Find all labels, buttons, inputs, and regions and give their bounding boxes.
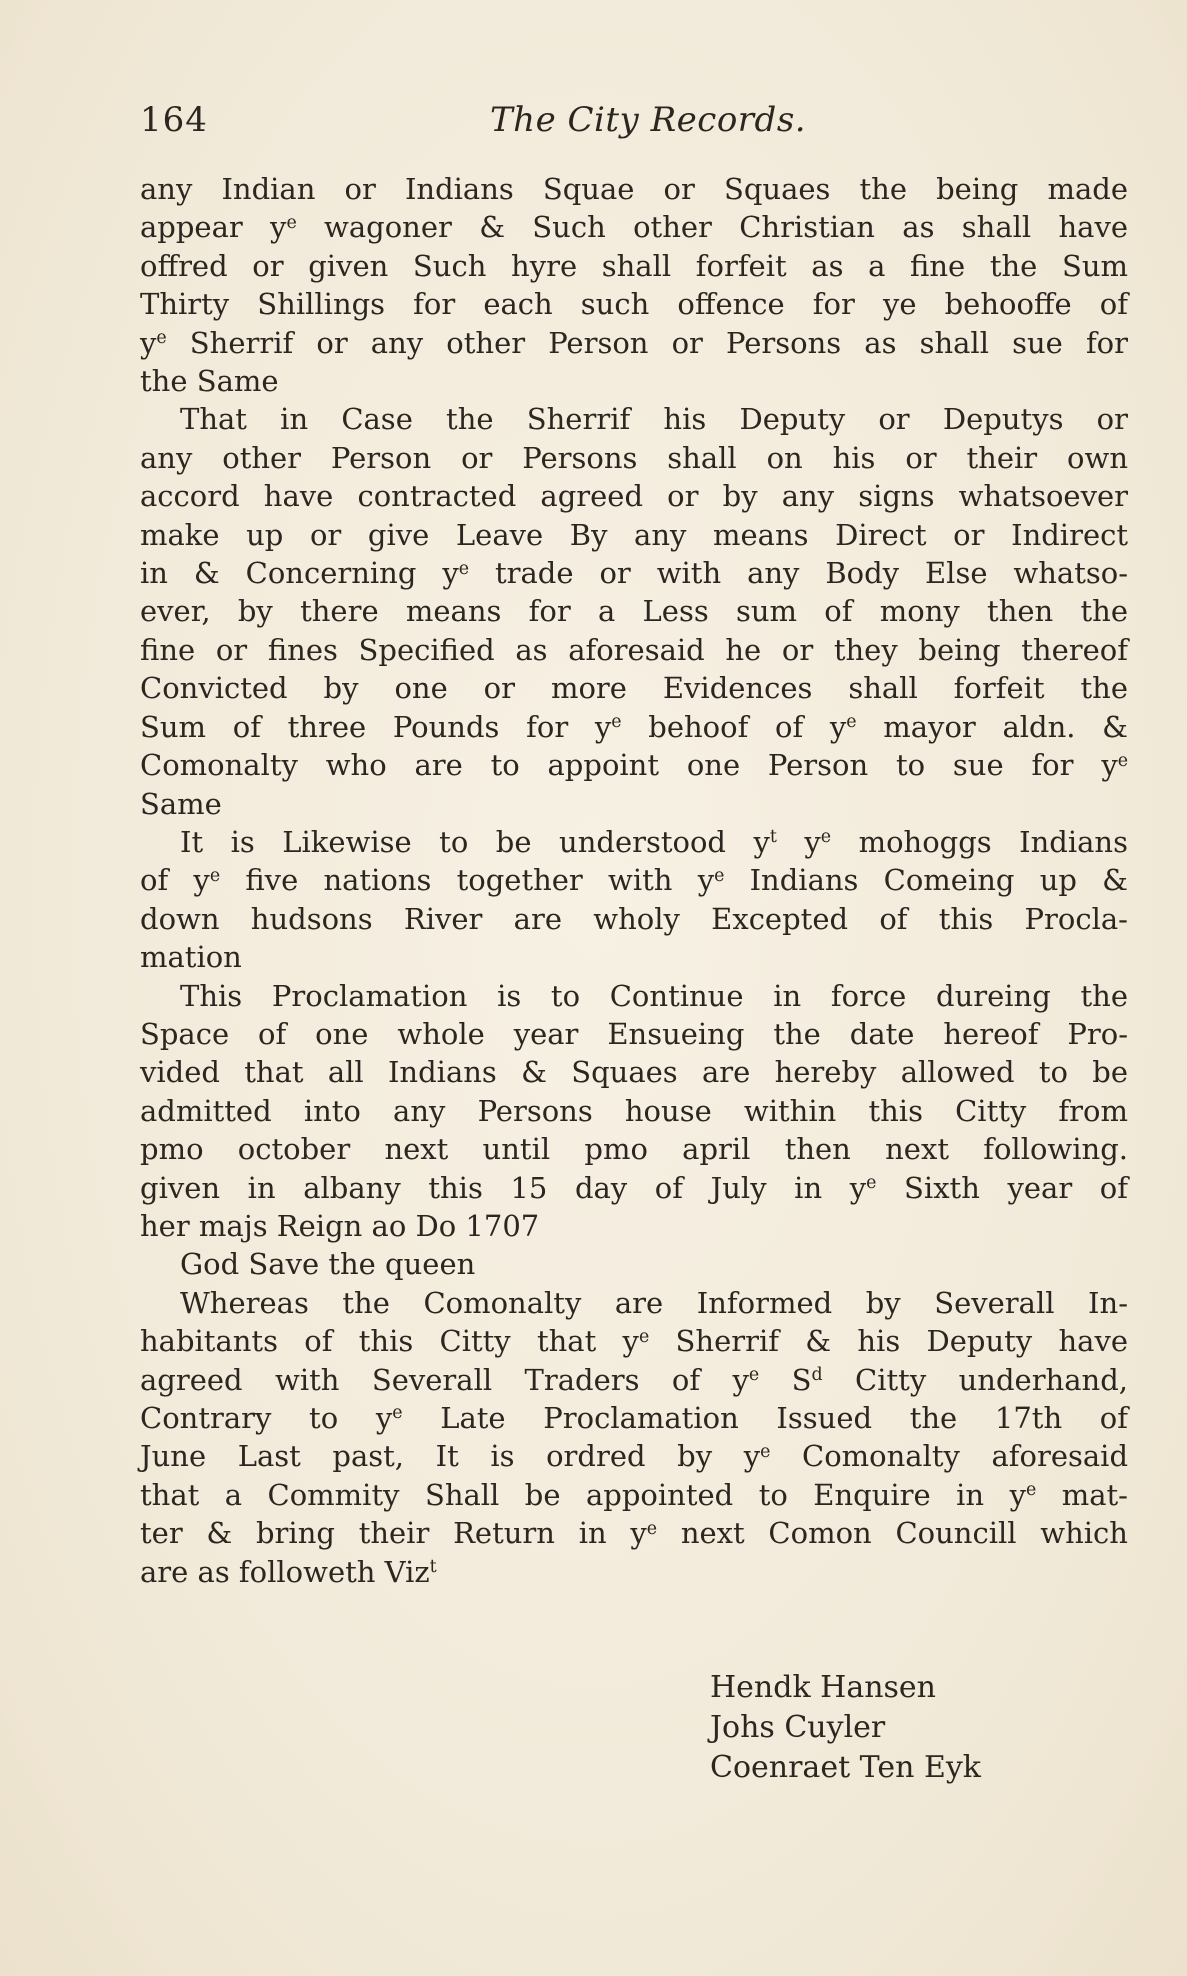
text-line: agreed with Severall Traders of $y^e$ $S^d$ Citty underhand, <box>140 1362 1128 1397</box>
text-line: pmo october next until pmo april then next following. <box>140 1132 1128 1167</box>
text-line: offred or given Such hyre shall forfeit as a fine the Sum <box>140 248 1128 283</box>
text-line: Thirty Shillings for each such offence for ye behooffe of <box>140 287 1128 322</box>
text-line: Same <box>140 786 222 821</box>
text-line: any other Person or Persons shall on his or their own <box>140 440 1128 475</box>
text-line: fine or fines Specified as aforesaid he or they being thereof <box>140 632 1128 667</box>
text-line: any Indian or Indians Squae or Squaes the being made <box>140 172 1128 206</box>
text-line: It is Likewise to be understood $y^t$ $y^e$ mohoggs Indians <box>180 824 1128 859</box>
text-line: of $y^e$ five nations together with $y^e$ Indians Comeing up & <box>140 863 1128 898</box>
text-line: admitted into any Persons house within this Citty from <box>140 1093 1128 1128</box>
text-line: God Save the queen <box>180 1247 476 1282</box>
text-line: That in Case the Sherrif his Deputy or Deputys or <box>180 402 1128 437</box>
text-line: $y^e$ Sherrif or any other Person or Persons as shall sue for <box>140 325 1128 360</box>
signature-block <box>710 1668 981 1788</box>
text-line: appear $y^e$ wagoner & Such other Christian as shall have <box>140 210 1128 245</box>
signatory-name: Hendk Hansen <box>710 1670 936 1705</box>
text-line: ter & bring their Return in $y^e$ next Comon Councill which <box>140 1516 1128 1551</box>
signatory-name: Johs Cuyler <box>710 1710 886 1745</box>
text-line: her majs Reign ao Do 1707 <box>140 1208 540 1243</box>
page-header <box>140 100 1130 152</box>
text-line: are as followeth Viz$^t$ <box>140 1554 437 1589</box>
text-line: Comonalty who are to appoint one Person to sue for $y^e$ <box>140 748 1128 783</box>
body-text <box>140 170 1128 1591</box>
text-line: habitants of this Citty that $y^e$ Sherrif & his Deputy have <box>140 1324 1128 1359</box>
text-line: down hudsons River are wholy Excepted of this Procla- <box>140 901 1128 936</box>
text-line: Sum of three Pounds for $y^e$ behoof of $y^e$ mayor aldn. & <box>140 709 1128 744</box>
text-line: given in albany this 15 day of July in $y^e$ Sixth year of <box>140 1170 1128 1205</box>
text-line: mation <box>140 940 242 975</box>
page-number: 164 <box>140 100 208 140</box>
running-title: The City Records. <box>490 100 807 140</box>
text-line: the Same <box>140 364 279 399</box>
text-line: This Proclamation is to Continue in force dureing the <box>180 978 1128 1013</box>
text-line: June Last past, It is ordred by $y^e$ Comonalty aforesaid <box>140 1439 1129 1474</box>
text-line: Contrary to $y^e$ Late Proclamation Issued the 17th of <box>140 1401 1128 1435</box>
text-line: vided that all Indians & Squaes are hereby allowed to be <box>140 1055 1128 1090</box>
signatory-name: Coenraet Ten Eyk <box>710 1750 981 1785</box>
text-line: Whereas the Comonalty are Informed by Severall In- <box>180 1285 1128 1320</box>
text-line: make up or give Leave By any means Direct or Indirect <box>140 517 1128 552</box>
text-line: in & Concerning $y^e$ trade or with any Body Else whatso- <box>140 556 1129 591</box>
text-line: Space of one whole year Ensueing the date hereof Pro- <box>140 1016 1128 1051</box>
text-line: that a Commity Shall be appointed to Enquire in $y^e$ mat- <box>140 1477 1128 1512</box>
text-line: accord have contracted agreed or by any signs whatsoever <box>140 479 1128 514</box>
text-line: ever, by there means for a Less sum of mony then the <box>140 594 1128 629</box>
text-line: Convicted by one or more Evidences shall forfeit the <box>140 671 1128 706</box>
